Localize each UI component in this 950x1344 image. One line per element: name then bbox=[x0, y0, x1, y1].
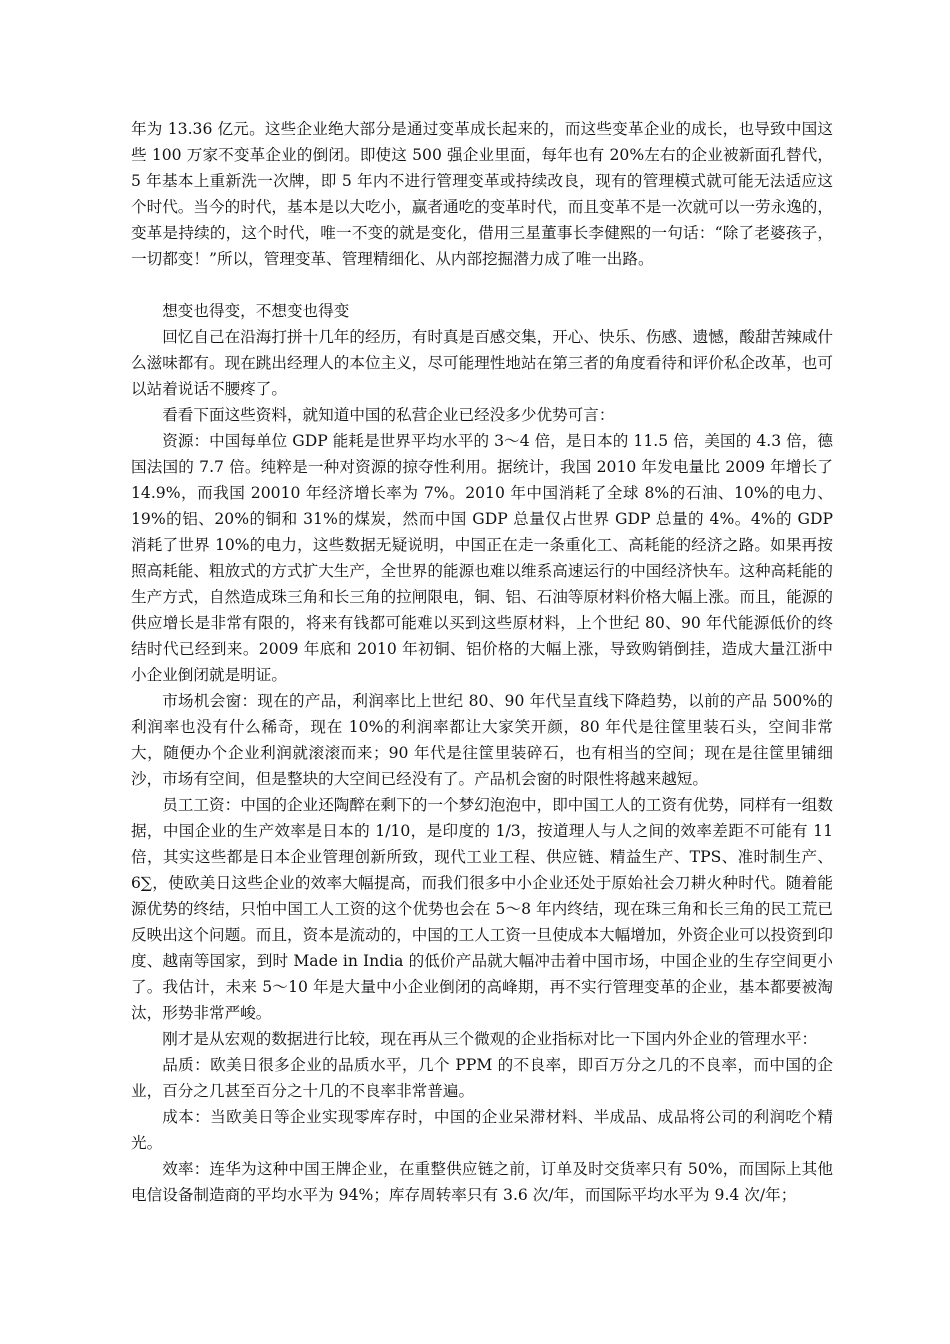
paragraph-continuation: 年为 13.36 亿元。这些企业绝大部分是通过变革成长起来的，而这些变革企业的成长，也导致中国这些 100 万家不变革企业的倒闭。即使这 500 强企业里面，每年也有 20%左右的企业被新面孔替代，5 年基本上重新洗一次牌，即 5 年内不进行管理变革或持续改良，现有的管理模式就可能无法适应这个时代。当今的时代，基本是以大吃小，赢者通吃的变革时代，而且变革不是一次就可以一劳永逸的，变革是持续的，这个时代，唯一不变的就是变化，借用三星董事长李健熙的一句话：“除了老婆孩子，一切都变！”所以，管理变革、管理精细化、从内部挖掘潜力成了唯一出路。 bbox=[131, 120, 833, 268]
paragraph-reflection: 回忆自己在沿海打拼十几年的经历，有时真是百感交集，开心、快乐、伤感、遗憾，酸甜苦辣咸什么滋味都有。现在跳出经理人的本位主义，尽可能理性地站在第三者的角度看待和评价私企改革，也可以站着说话不腰疼了。 bbox=[131, 328, 833, 398]
paragraph-comparison: 刚才是从宏观的数据进行比较，现在再从三个微观的企业指标对比一下国内外企业的管理水平： bbox=[162, 1030, 818, 1048]
paragraph-gap bbox=[131, 272, 833, 298]
paragraph-quality: 品质：欧美日很多企业的品质水平，几个 PPM 的不良率，即百万分之几的不良率，而中国的企业，百分之几甚至百分之十几的不良率非常普遍。 bbox=[131, 1056, 833, 1100]
paragraph-wages: 员工工资：中国的企业还陶醉在剩下的一个梦幻泡泡中，即中国工人的工资有优势，同样有一组数据，中国企业的生产效率是日本的 1/10，是印度的 1/3，按道理人与人之间的效率差距不可能有 11 倍，其实这些都是日本企业管理创新所致，现代工业工程、供应链、精益生产、TPS、准时制生产、6∑，使欧美日这些企业的效率大幅提高，而我们很多中小企业还处于原始社会刀耕火种时代。随着能源优势的终结，只怕中国工人工资的这个优势也会在 5～8 年内终结，现在珠三角和长三角的民工荒已反映出这个问题。而且，资本是流动的，中国的工人工资一旦使成本大幅增加，外资企业可以投资到印度、越南等国家，到时 Made in India 的低价产品就大幅冲击着中国市场，中国企业的生存空间更小了。我估计，未来 5～10 年是大量中小企业倒闭的高峰期，再不实行管理变革的企业，基本都要被淘汰，形势非常严峻。 bbox=[131, 796, 833, 1022]
section-heading: 想变也得变，不想变也得变 bbox=[162, 302, 350, 320]
paragraph-resources: 资源：中国每单位 GDP 能耗是世界平均水平的 3～4 倍，是日本的 11.5 倍，美国的 4.3 倍，德国法国的 7.7 倍。纯粹是一种对资源的掠夺性利用。据统计，我国 2010 年发电量比 2009 年增长了 14.9%，而我国 20010 年经济增长率为 7%。2010 年中国消耗了全球 8%的石油、10%的电力、19%的铝、20%的铜和 31%的煤炭，然而中国 GDP 总量仅占世界 GDP 总量的 4%。4%的 GDP 消耗了世界 10%的电力，这些数据无疑说明，中国正在走一条重化工、高耗能的经济之路。如果再按照高耗能、粗放式的方式扩大生产，全世界的能源也难以维系高速运行的中国经济快车。这种高耗能的生产方式，自然造成珠三角和长三角的拉闸限电，铜、铝、石油等原材料价格大幅上涨。而且，能源的供应增长是非常有限的，将来有钱都可能难以买到这些原材料，上个世纪 80、90 年代能源低价的终结时代已经到来。2009 年底和 2010 年初铜、铝价格的大幅上涨，导致购销倒挂，造成大量江浙中小企业倒闭就是明证。 bbox=[131, 432, 833, 684]
paragraph-market-window: 市场机会窗：现在的产品，利润率比上世纪 80、90 年代呈直线下降趋势，以前的产品 500%的利润率也没有什么稀奇，现在 10%的利润率都让大家笑开颜，80 年代是往筐里装石头，空间非常大，随便办个企业利润就滚滚而来；90 年代是往筐里装碎石，也有相当的空间；现在是往筐里铺细沙，市场有空间，但是整块的大空间已经没有了。产品机会窗的时限性将越来越短。 bbox=[131, 692, 833, 788]
paragraph-efficiency: 效率：连华为这种中国王牌企业，在重整供应链之前，订单及时交货率只有 50%，而国际上其他电信设备制造商的平均水平为 94%；库存周转率只有 3.6 次/年，而国际平均水平为 9.4 次/年； bbox=[131, 1160, 833, 1204]
paragraph-cost: 成本：当欧美日等企业实现零库存时，中国的企业呆滞材料、半成品、成品将公司的利润吃个精光。 bbox=[131, 1108, 833, 1152]
paragraph-intro: 看看下面这些资料，就知道中国的私营企业已经没多少优势可言： bbox=[162, 406, 615, 424]
article-body bbox=[131, 116, 833, 1208]
